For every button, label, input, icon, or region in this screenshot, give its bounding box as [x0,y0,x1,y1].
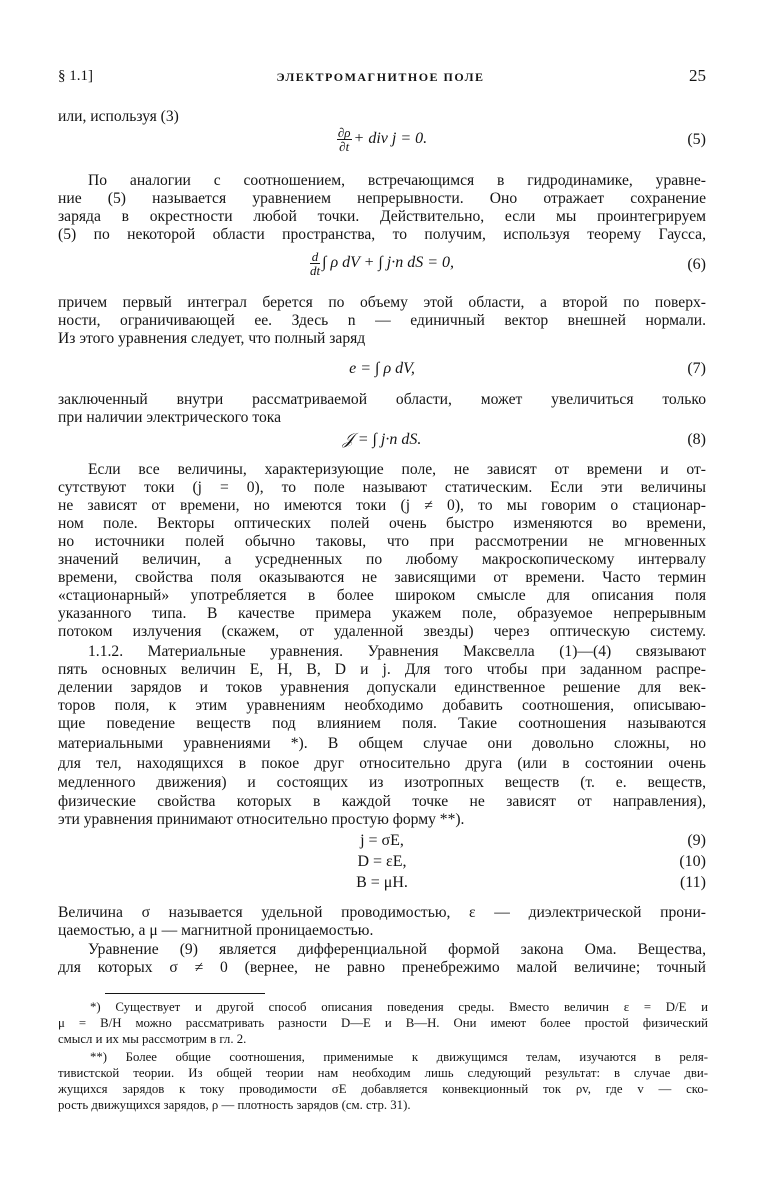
equation-11: B = μH. [356,874,408,891]
subsection-heading-line: 1.1.2. Материальные уравнения. Уравнения Максвелла (1)—(4) связывают [88,643,706,660]
text-line: пять основных величин E, H, B, D и j. Для того чтобы при заданном распре- [58,661,706,678]
equation-5: $\frac{\partial\rho}{\partial t}$ + div j = 0. [337,125,428,154]
text-line: физические свойства которых в каждой точке не зависят от направления), [58,793,706,810]
text-line: заряда в окрестности любой точки. Действительно, если мы проинтегрируем [58,208,706,225]
page-number: 25 [689,66,706,85]
text-line: По аналогии с соотношением, встречающимся в гидродинамике, уравне- [88,172,706,189]
text-line: причем первый интеграл берется по объему этой области, а второй по поверх- [58,294,706,311]
text-line: или, используя (3) [58,108,179,125]
text-line: (5) по некоторой области пространства, то получим, используя теорему Гаусса, [58,226,706,243]
equation-number: (8) [687,431,706,448]
text-line: потоком излучения (скажем, от удаленной звезды) через оптическую систему. [58,623,706,640]
text-line: указанного типа. В качестве примера укажем поле, образуемое непрерывным [58,605,706,622]
equation-10: D = εE, [357,853,407,870]
text-line: заключенный внутри рассматриваемой области, может увеличиться только [58,391,706,408]
text-line: времени, свойства поля оказываются не зависящими от времени. Часто термин [58,569,706,586]
footnote-line: μ = B/H можно рассматривать разности D—E и B—H. Они имеют более простой физический [58,1016,708,1030]
text-line: для тел, находящихся в покое друг относительно друга (или в состоянии очень [58,755,706,772]
text-line: щие поведение веществ под влиянием поля. Такие соотношения называются [58,715,706,732]
equation-7: e = ∫ ρ dV, [349,360,415,377]
text-line: Величина σ называется удельной проводимостью, ε — диэлектрической прони- [58,904,706,921]
text-line: не зависят от времени, но имеются токи (j ≠ 0), то мы говорим о стационар- [58,497,706,514]
section-marker: § 1.1] [58,68,93,84]
text-line: материальными уравнениями *). В общем случае они довольно сложны, но [58,735,706,752]
equation-number: (11) [679,874,706,891]
equation-number: (7) [687,360,706,377]
footnote-line: *) Существует и другой способ описания поведения среды. Вместо величин ε = D/E и [90,1000,708,1014]
text-line: Из этого уравнения следует, что полный заряд [58,330,366,347]
text-line: торов поля, к этим уравнениям необходимо добавить соотношения, описываю- [58,697,706,714]
footnote-line: тивистской теории. Из общей теории нам необходим лишь следующий результат: в случае дви- [58,1066,708,1080]
text-line: Если все величины, характеризующие поле, не зависят от времени и от- [88,461,706,478]
text-line: ности, ограничивающей ее. Здесь n — единичный вектор внешней нормали. [58,312,706,329]
text-line: эти уравнения принимают относительно простую форму **). [58,811,465,828]
footnote-line: рость движущихся зарядов, ρ — плотность зарядов (см. стр. 31). [58,1098,411,1112]
text-line: ном поле. Векторы оптических полей очень быстро изменяются во времени, [58,515,706,532]
equation-number: (9) [687,832,706,849]
footnote-line: жущихся зарядов к току проводимости σE добавляется конвекционный ток ρv, где v — ско- [58,1082,708,1096]
text-line: значений величин, а усредненных по любому макроскопическому интервалу [58,551,706,568]
text-line: цаемостью, а μ — магнитной проницаемостью. [58,922,374,939]
equation-number: (10) [679,853,706,870]
fraction: $\frac{d}{dt}$ [309,249,321,278]
text-line: делении зарядов и токов уравнения допускали единственное решение для век- [58,679,706,696]
text-line: но источники полей обычно таковы, что при рассмотрении не мгновенных [58,533,706,550]
equation-number: (6) [687,256,706,273]
equation-9: j = σE, [360,832,404,849]
text-line: ние (5) называется уравнением непрерывности. Оно отражает сохранение [58,190,706,207]
footnote-divider [105,993,265,994]
text-line: медленного движения) и состоящих из изотропных веществ (т. е. веществ, [58,774,706,791]
footnote-line: **) Более общие соотношения, применимые к движущимся телам, изучаются в реля- [90,1050,708,1064]
equation-number: (5) [687,131,706,148]
equation-8: 𝒥 = ∫ j·n dS. [342,431,422,448]
text-line: сутствуют токи (j = 0), то поле называют статическим. Если эти величины [58,479,706,496]
text-line: при наличии электрического тока [58,409,282,426]
footnote-line: смысл и их мы рассмотрим в гл. 2. [58,1032,247,1046]
fraction: $\frac{\partial\rho}{\partial t}$ [337,125,351,154]
running-title: ЭЛЕКТРОМАГНИТНОЕ ПОЛЕ [276,70,485,84]
text-line: Уравнение (9) является дифференциальной формой закона Ома. Вещества, [88,941,706,958]
equation-6: $\frac{d}{dt}$ ∫ ρ dV + ∫ j·n dS = 0, [309,249,455,278]
text-line: «стационарный» употребляется в более широком смысле для описания поля [58,587,706,604]
text-line: для которых σ ≠ 0 (вернее, не равно пренебрежимо малой величине; точный [58,959,706,976]
